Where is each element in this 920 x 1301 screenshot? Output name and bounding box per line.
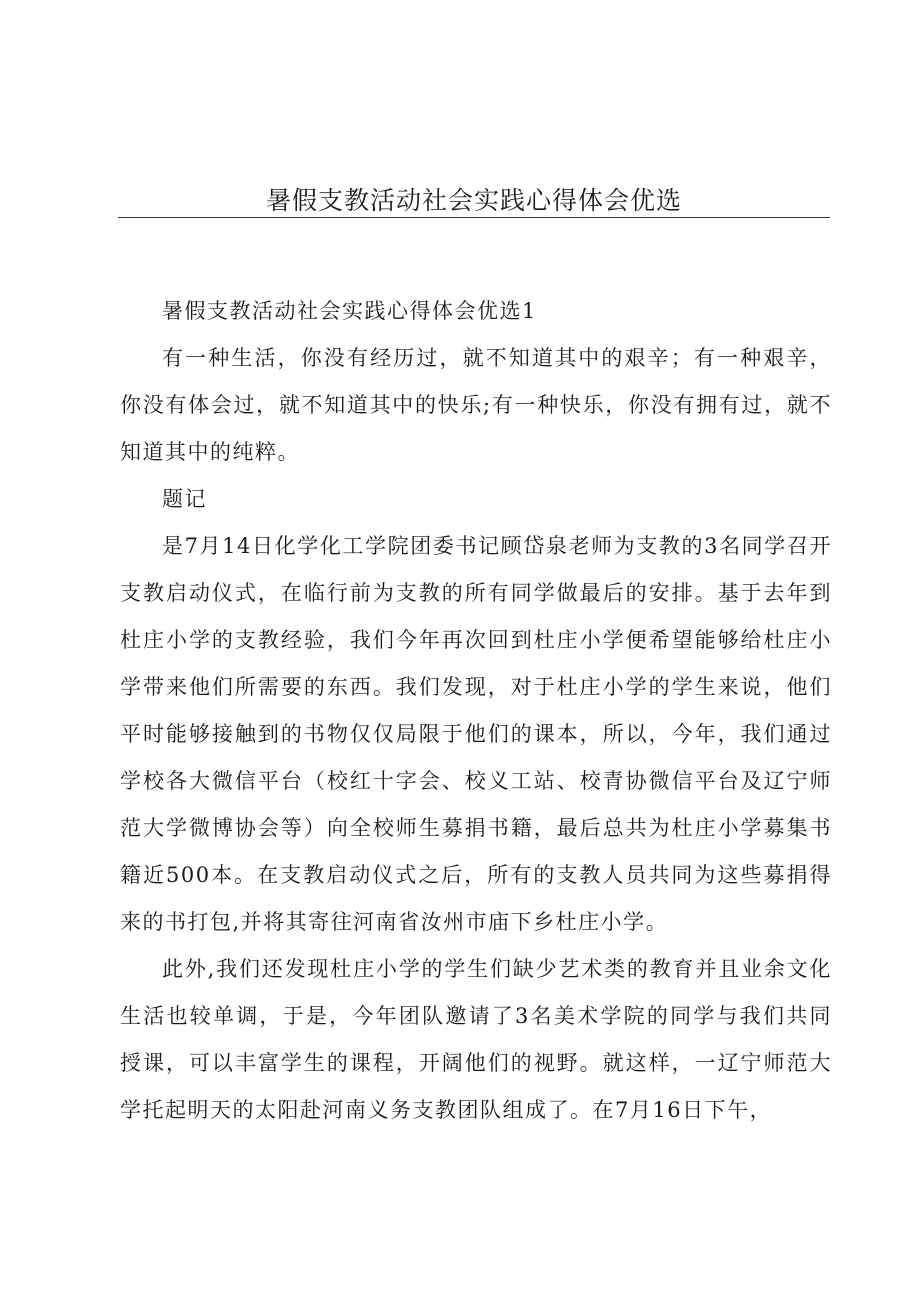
document-title: 暑假支教活动社会实践心得体会优选 bbox=[265, 186, 682, 215]
document-body bbox=[120, 288, 832, 1134]
title-underline bbox=[118, 217, 830, 218]
section-heading: 暑假支教活动社会实践心得体会优选1 bbox=[162, 299, 537, 323]
paragraph-art-education: 此外,我们还发现杜庄小学的学生们缺少艺术类的教育并且业余文化生活也较单调，于是，今年团队邀请了3名美术学院的同学与我们共同授课，可以丰富学生的课程，开阔他们的视野。就这样，一辽宁师范大学托起明天的太阳赴河南义务支教团队组成了。在7月16日下午， bbox=[120, 957, 832, 1122]
paragraph-epigraph-source: 题记 bbox=[162, 487, 207, 511]
paragraph-launch-ceremony: 是7月14日化学化工学院团委书记顾岱泉老师为支教的3名同学召开支教启动仪式，在临行前为支教的所有同学做最后的安排。基于去年到杜庄小学的支教经验，我们今年再次回到杜庄小学便希望能够给杜庄小学带来他们所需要的东西。我们发现，对于杜庄小学的学生来说，他们平时能够接触到的书物仅仅局限于他们的课本，所以，今年，我们通过学校各大微信平台（校红十字会、校义工站、校青协微信平台及辽宁师范大学微博协会等）向全校师生募捐书籍，最后总共为杜庄小学募集书籍近500本。在支教启动仪式之后，所有的支教人员共同为这些募捐得来的书打包,并将其寄往河南省汝州市庙下乡杜庄小学。 bbox=[120, 534, 832, 934]
paragraph-epigraph: 有一种生活，你没有经历过，就不知道其中的艰辛；有一种艰辛，你没有体会过，就不知道其中的快乐;有一种快乐，你没有拥有过，就不知道其中的纯粹。 bbox=[120, 346, 832, 464]
